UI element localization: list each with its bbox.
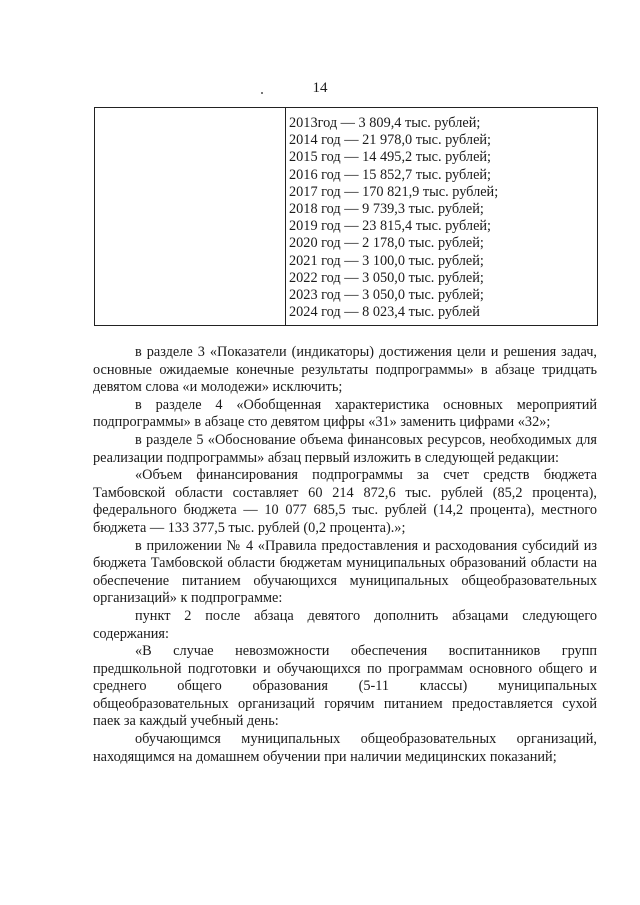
funding-year-item: 2021 год — 3 100,0 тыс. рублей; xyxy=(289,252,484,269)
paragraph-section3: в разделе 3 «Показатели (индикаторы) достижения цели и решения задач, основные ожидаемые конечные результаты подпрограммы» в абзаце тридцать девятом слова «и молодежи» исключить; xyxy=(93,344,597,396)
paragraph-home-schooling: обучающимся муниципальных общеобразовательных организаций, находящимся на домашнем обучении при наличии медицинских показаний; xyxy=(93,731,597,765)
funding-year-item: 2019 год — 23 815,4 тыс. рублей; xyxy=(289,218,492,235)
scan-speck xyxy=(261,92,263,94)
paragraph-section5: в разделе 5 «Обоснование объема финансовых ресурсов, необходимых для реализации подпрограммы» абзац первый изложить в следующей редакции: xyxy=(93,431,597,466)
funding-year-item: 2020 год — 2 178,0 тыс. рублей; xyxy=(289,235,484,252)
funding-year-item: 2022 год — 3 050,0 тыс. рублей; xyxy=(289,269,484,286)
funding-year-item: 2018 год — 9 739,3 тыс. рублей; xyxy=(289,201,484,218)
funding-year-item: 2015 год — 14 495,2 тыс. рублей; xyxy=(289,149,492,166)
document-body xyxy=(93,344,597,766)
funding-year-item: 2016 год — 15 852,7 тыс. рублей; xyxy=(289,166,492,183)
funding-year-item: 2023 год — 3 050,0 тыс. рублей; xyxy=(289,287,484,304)
paragraph-section4: в разделе 4 «Обобщенная характеристика основных мероприятий подпрограммы» в абзаце сто девятом цифры «31» заменить цифрами «32»; xyxy=(93,396,597,431)
funding-table xyxy=(94,107,598,326)
paragraph-dry-ration: «В случае невозможности обеспечения воспитанников групп предшкольной подготовки и обучающихся по программам основного общего и среднего общего образования (5-11 классы) муниципальных общеобразовательных организаций горячим питанием предоставляется сухой паек за каждый учебный день: xyxy=(93,643,597,730)
page-number: 14 xyxy=(312,80,328,96)
funding-year-item: 2024 год — 8 023,4 тыс. рублей xyxy=(289,304,480,321)
funding-year-item: 2017 год — 170 821,9 тыс. рублей; xyxy=(289,183,499,200)
funding-year-item: 2013год — 3 809,4 тыс. рублей; xyxy=(289,115,481,131)
table-column-divider xyxy=(285,108,286,325)
paragraph-appendix4: в приложении № 4 «Правила предоставления и расходования субсидий из бюджета Тамбовской области бюджетам муниципальных образований области на обеспечение питанием обучающихся муниципальных общеобразовательных организаций» к подпрограмме: xyxy=(93,537,597,607)
funding-year-list xyxy=(289,115,498,321)
paragraph-funding-volume: «Объем финансирования подпрограммы за счет средств бюджета Тамбовской области составляет 60 214 872,6 тыс. рублей (85,2 процента), федерального бюджета — 10 077 685,5 тыс. рублей (14,2 процента), местного бюджета — 133 377,5 тыс. рублей (0,2 процента).»; xyxy=(93,467,597,536)
funding-year-item: 2014 год — 21 978,0 тыс. рублей; xyxy=(289,132,492,149)
paragraph-point2: пункт 2 после абзаца девятого дополнить абзацами следующего содержания: xyxy=(93,607,597,642)
